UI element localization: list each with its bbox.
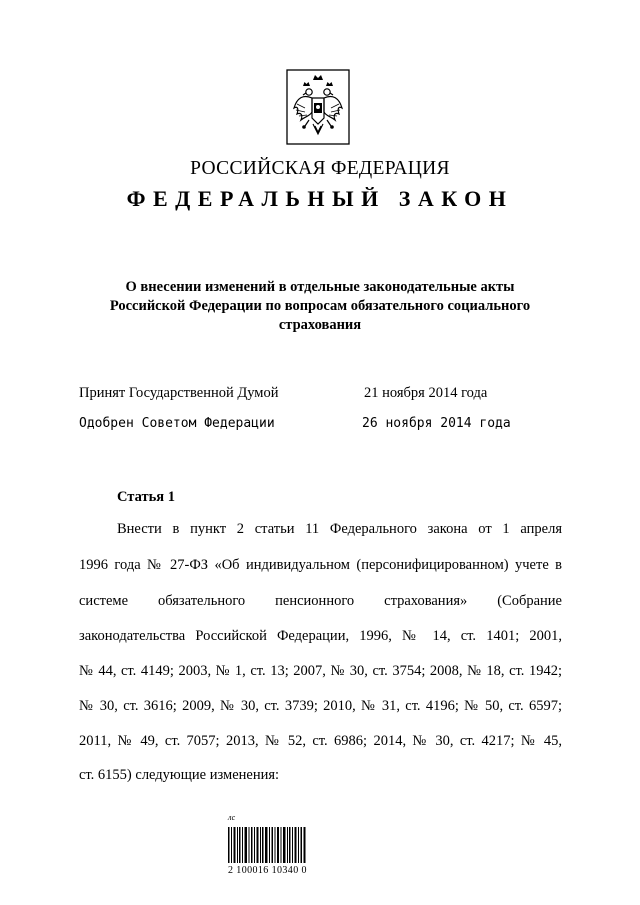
adoption-date: 26 ноября 2014 года (362, 416, 511, 431)
article-text-line: 1996 года № 27-ФЗ «Об индивидуальном (персонифицированном) учете в (79, 557, 562, 573)
law-title (80, 278, 560, 335)
coat-of-arms-icon (285, 68, 351, 146)
country-heading: РОССИЙСКАЯ ФЕДЕРАЦИЯ (190, 158, 450, 179)
barcode-icon (226, 811, 308, 869)
article-text-line: № 30, ст. 3616; 2009, № 30, ст. 3739; 2010, № 31, ст. 4196; № 50, ст. 6597; (79, 698, 562, 714)
article-text-line: системе обязательного пенсионного страхования» (Собрание (79, 593, 562, 609)
law-type-heading: ФЕДЕРАЛЬНЫЙ ЗАКОН (126, 186, 514, 211)
article-text-line: № 44, ст. 4149; 2003, № 1, ст. 13; 2007, № 30, ст. 3754; 2008, № 18, ст. 1942; (79, 663, 562, 679)
article-text-line: Внести в пункт 2 статьи 11 Федерального закона от 1 апреля (117, 521, 562, 537)
adoption-date: 21 ноября 2014 года (364, 385, 488, 401)
law-title-line: страхования (278, 317, 362, 333)
article-heading: Статья 1 (117, 489, 175, 505)
adoption-council-row (79, 416, 511, 431)
law-title-line: Российской Федерации по вопросам обязательного социального (109, 298, 531, 314)
article-text-line: ст. 6155) следующие изменения: (79, 767, 280, 783)
adoption-duma-row (79, 385, 511, 402)
article-text-line: законодательства Российской Федерации, 1996, № 14, ст. 1401; 2001, (79, 628, 562, 644)
adoption-label: Принят Государственной Думой (79, 385, 279, 401)
law-title-line: О внесении изменений в отдельные законодательные акты (125, 279, 515, 295)
svg-text:лс: лс (228, 813, 236, 822)
adoption-label: Одобрен Советом Федерации (79, 416, 275, 431)
barcode-number: 2 100016 10340 0 (228, 865, 307, 876)
article-text-line: 2011, № 49, ст. 7057; 2013, № 52, ст. 6986; 2014, № 30, ст. 4217; № 45, (79, 733, 562, 749)
